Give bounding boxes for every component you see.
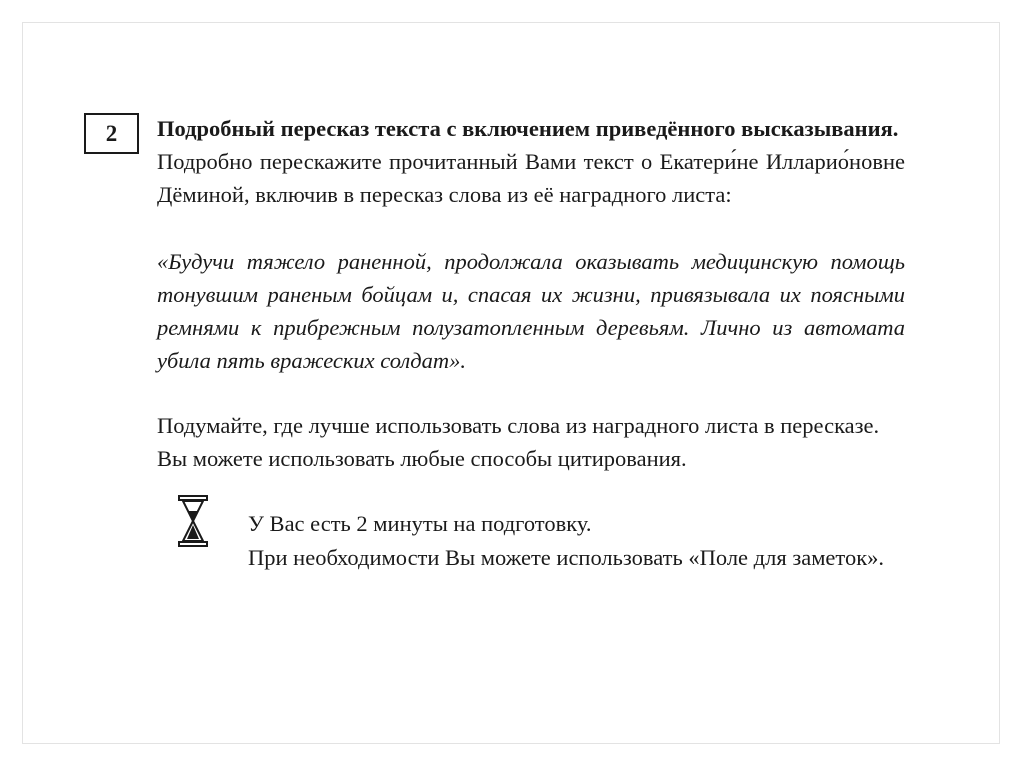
timer-line-1: У Вас есть 2 минуты на подготовку. (248, 511, 592, 536)
advice-line-1: Подумайте, где лучше использовать слова из наградного листа в пересказе. (157, 413, 880, 438)
task-number-box: 2 (84, 113, 139, 154)
timer-line-2: При необходимости Вы можете использовать «Поле для заметок». (248, 545, 885, 570)
task-heading: Подробный пересказ текста с включением приведённого высказывания. (157, 116, 899, 141)
hourglass-icon (178, 495, 208, 547)
timer-text (248, 507, 884, 575)
advice-line-2: Вы можете использовать любые способы цитирования. (157, 446, 687, 471)
task-instruction: Подробно перескажите прочитанный Вами текст о Екатери́не Илларио́новне Дёминой, включив в пересказ слова из её наградного листа: (157, 149, 905, 207)
task-advice (157, 409, 905, 475)
task-content (157, 112, 905, 475)
award-quote: «Будучи тяжело раненной, продолжала оказывать медицинскую помощь тонувшим раненым бойцам и, спасая их жизни, привязывала их поясными ремнями к прибрежным полузатопленным деревьям. Лично из автомата убила пять вражеских солдат». (157, 249, 905, 373)
